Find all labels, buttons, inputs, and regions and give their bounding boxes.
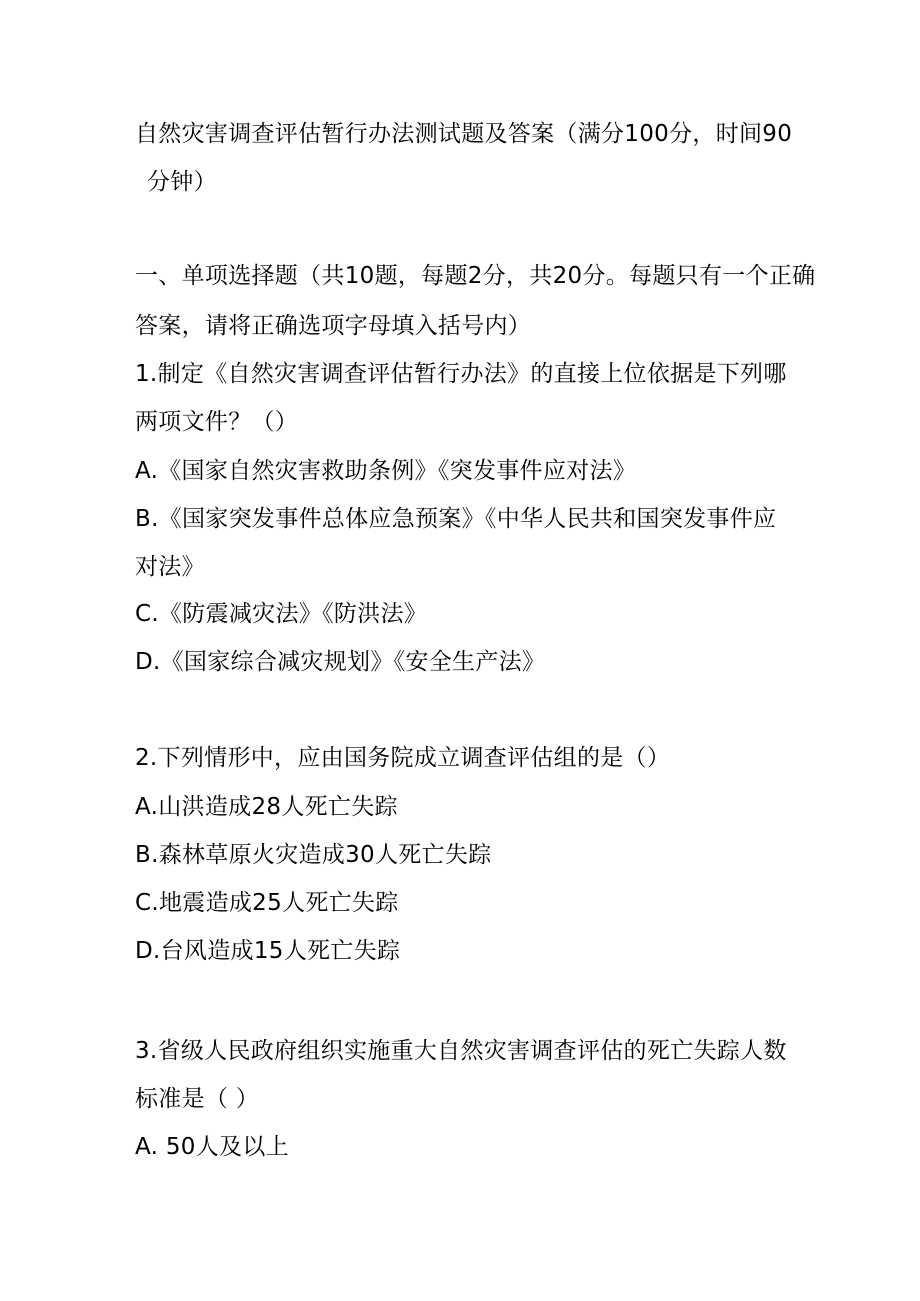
question-2-option-d: D.台风造成15人死亡失踪 xyxy=(135,938,401,964)
question-1-stem-line-1: 1.制定《自然灾害调查评估暂行办法》的直接上位依据是下列哪 xyxy=(135,361,787,387)
question-2-option-c: C.地震造成25人死亡失踪 xyxy=(135,890,399,916)
question-1-option-a: A.《国家自然灾害救助条例》《突发事件应对法》 xyxy=(135,458,637,484)
question-2-option-b: B.森林草原火灾造成30人死亡失踪 xyxy=(135,842,492,868)
question-3-stem-line-1: 3.省级人民政府组织实施重大自然灾害调查评估的死亡失踪人数 xyxy=(135,1038,787,1064)
question-1-option-c: C.《防震减灾法》《防洪法》 xyxy=(135,601,428,627)
section-heading-line-1: 一、单项选择题（共10题，每题2分，共20分。每题只有一个正确 xyxy=(135,263,816,289)
document-title-line-2: 分钟） xyxy=(147,169,217,195)
question-3-stem-line-2: 标准是（ ） xyxy=(135,1086,260,1112)
question-1-stem-line-2: 两项文件？（） xyxy=(135,409,299,435)
question-1-option-b-line-2: 对法》 xyxy=(135,554,205,580)
question-3-option-a: A. 50人及以上 xyxy=(135,1134,289,1160)
question-1-option-b-line-1: B.《国家突发事件总体应急预案》《中华人民共和国突发事件应 xyxy=(135,506,777,532)
section-heading-line-2: 答案，请将正确选项字母填入括号内） xyxy=(135,313,532,339)
question-1-option-d: D.《国家综合减灾规划》《安全生产法》 xyxy=(135,649,546,675)
question-2-option-a: A.山洪造成28人死亡失踪 xyxy=(135,794,398,820)
question-2-stem: 2.下列情形中，应由国务院成立调查评估组的是（） xyxy=(135,745,671,771)
document-title-line-1: 自然灾害调查评估暂行办法测试题及答案（满分100分，时间90 xyxy=(135,121,793,147)
